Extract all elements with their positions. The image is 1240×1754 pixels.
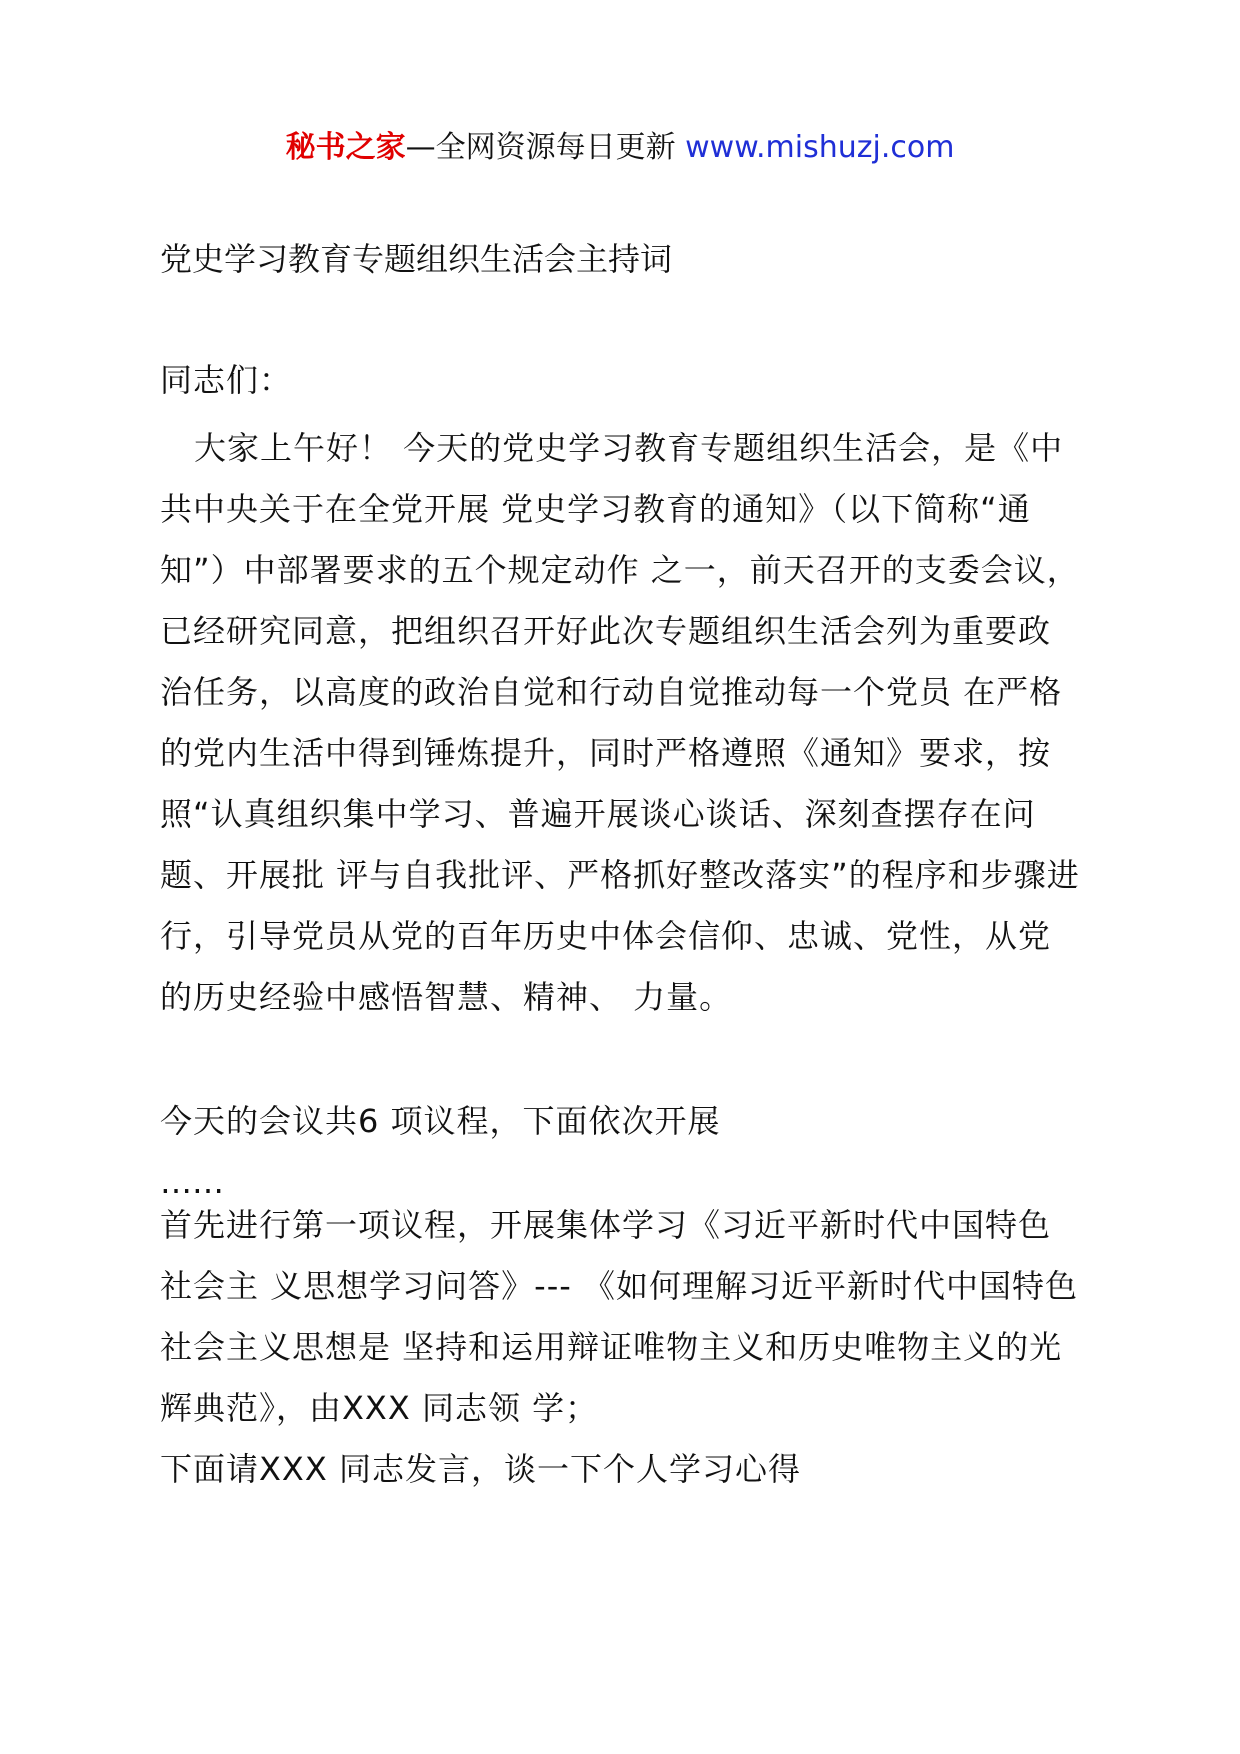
greeting: 同志们：	[160, 361, 293, 399]
ellipsis: ……	[160, 1163, 224, 1201]
site-header	[0, 126, 1240, 170]
site-url-link[interactable]: www.mishuzj.com	[685, 130, 955, 165]
document-title: 党史学习教育专题组织生活会主持词	[160, 240, 673, 278]
first-agenda-paragraph: 首先进行第一项议程，开展集体学习《习近平新时代中国特色社会主 义思想学习问答》--- 《如何理解习近平新时代中国特色社会主义思想是 坚持和运用辩证唯物主义和历史唯物主义的光辉典范》，由XXX 同志领 学；	[160, 1206, 1078, 1427]
brand-name: 秘书之家	[285, 130, 406, 165]
header-tagline: —全网资源每日更新	[405, 130, 676, 165]
opening-paragraph: 大家上午好！ 今天的党史学习教育专题组织生活会，是《中共中央关于在全党开展 党史学习教育的通知》（以下简称“通知”）中部署要求的五个规定动作 之一，前天召开的支委会议，已经研究同意，把组织召开好此次专题组织生活会列为重要政治任务，以高度的政治自觉和行动自觉推动每一个党员 在严格的党内生活中得到锤炼提升，同时严格遵照《通知》要求，按 照“认真组织集中学习、普遍开展谈心谈话、深刻查摆存在问题、开展批 评与自我批评、严格抓好整改落实”的程序和步骤进行，引导党员从党的百年历史中体会信仰、忠诚、党性，从党的历史经验中感悟智慧、精神、 力量。	[160, 429, 1080, 1016]
speech-request-paragraph: 下面请XXX 同志发言，谈一下个人学习心得	[160, 1450, 801, 1488]
agenda-intro: 今天的会议共6 项议程，下面依次开展	[160, 1102, 721, 1140]
